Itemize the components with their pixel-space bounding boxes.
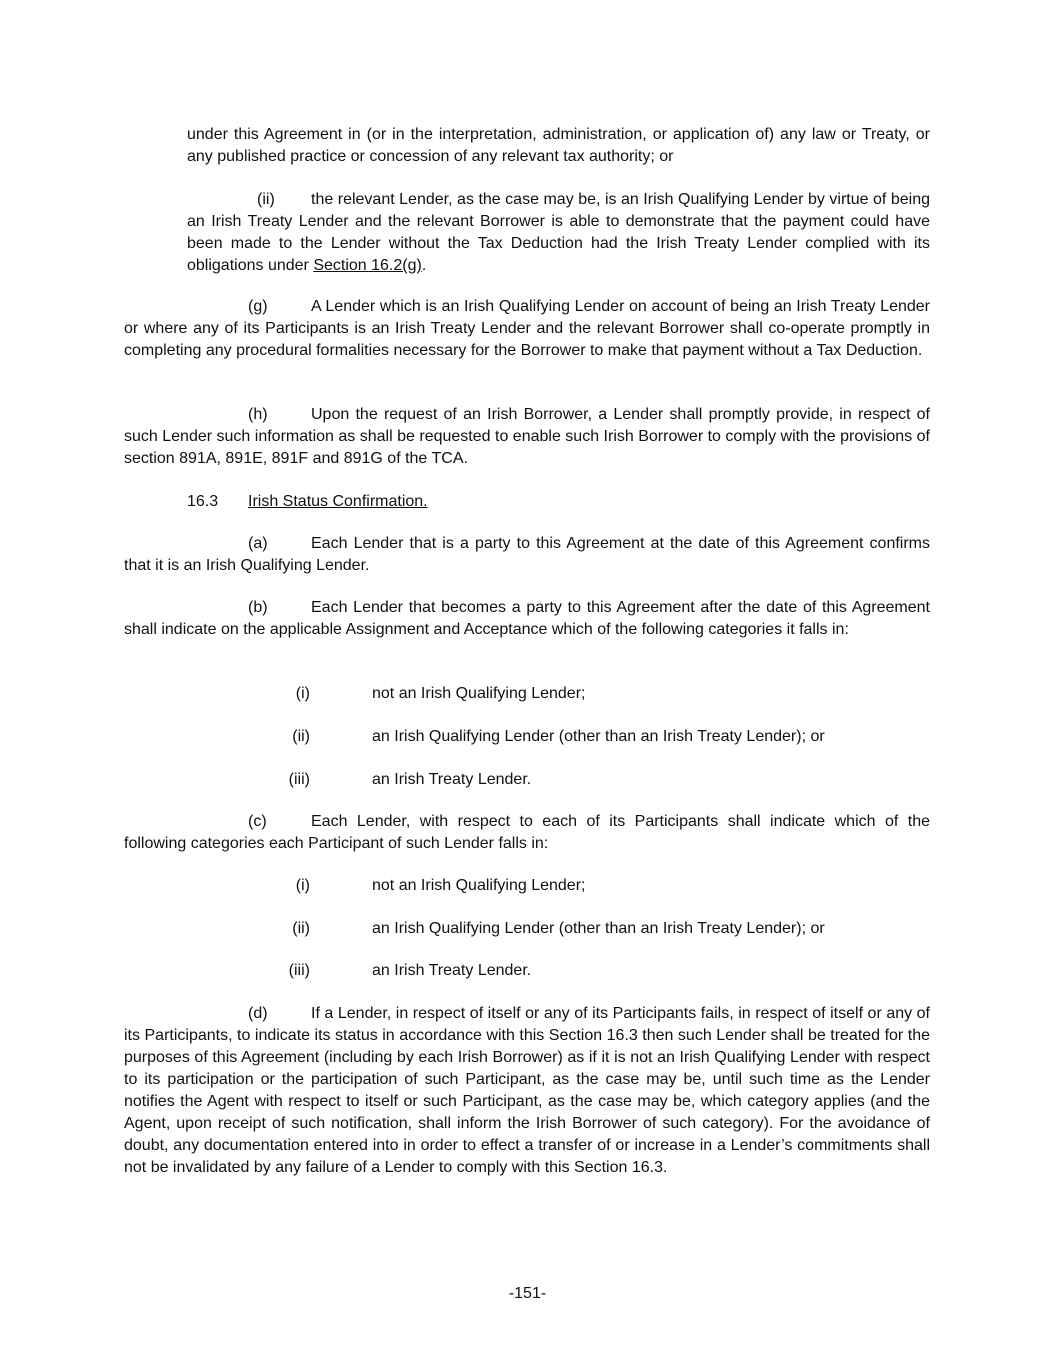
list-item-text: an Irish Treaty Lender. xyxy=(372,962,532,979)
paragraph-ii xyxy=(187,189,930,277)
list-item-number: (ii) xyxy=(292,728,310,745)
paragraph-label: (b) xyxy=(248,599,268,616)
section-heading xyxy=(187,491,428,513)
paragraph-label: (d) xyxy=(248,1005,268,1022)
section-title: Irish Status Confirmation. xyxy=(248,493,428,510)
paragraph-text: If a Lender, in respect of itself or any of its Participants fails, in respect of itself or any of its Participants, to indicate its status in accordance with this Section 16.3 then such Lender shall be treated for the purposes of this Agreement (including by each Irish Borrower) as if it is not an Irish Qualifying Lender with respect to its participation or the participation of such Participant, as the case may be, until such time as the Lender notifies the Agent with respect to itself or such Participant, as the case may be, which category applies (and the Agent, upon receipt of such notification, shall inform the Irish Borrower of such category). For the avoidance of doubt, any documentation entered into in order to effect a transfer of or increase in a Lender’s commitments shall not be invalidated by any failure of a Lender to comply with this Section 16.3. xyxy=(124,1005,930,1176)
paragraph-text: Each Lender that becomes a party to this Agreement after the date of this Agreement shall indicate on the applicable Assignment and Acceptance which of the following categories it falls in: xyxy=(124,599,930,638)
paragraph-label: (c) xyxy=(248,813,267,830)
list-item-text: not an Irish Qualifying Lender; xyxy=(372,685,586,702)
paragraph-text: A Lender which is an Irish Qualifying Lender on account of being an Irish Treaty Lender or where any of its Participants is an Irish Treaty Lender and the relevant Borrower shall co-operate promptly in completing any procedural formalities necessary for the Borrower to make that payment without a Tax Deduction. xyxy=(124,298,930,359)
paragraph-text: the relevant Lender, as the case may be, is an Irish Qualifying Lender by virtue of being an Irish Treaty Lender and the relevant Borrower is able to demonstrate that the payment could have been made to the Lender without the Tax Deduction had the Irish Treaty Lender complied with its obligations under xyxy=(187,191,930,274)
paragraph-text-end: . xyxy=(421,257,427,274)
paragraph-d xyxy=(124,1003,930,1179)
paragraph-a xyxy=(124,533,930,577)
page-number: -151- xyxy=(508,1285,547,1302)
paragraph-label: (g) xyxy=(248,298,268,315)
list-item-number: (i) xyxy=(295,685,310,702)
paragraph-h xyxy=(124,404,930,470)
list-item-text: not an Irish Qualifying Lender; xyxy=(372,877,586,894)
paragraph-continuation: under this Agreement in (or in the interpretation, administration, or application of) any law or Treaty, or any published practice or concession of any relevant tax authority; or xyxy=(187,126,930,165)
paragraph-label: (a) xyxy=(248,535,268,552)
list-item-text: an Irish Treaty Lender. xyxy=(372,771,532,788)
list-item-text: an Irish Qualifying Lender (other than an Irish Treaty Lender); or xyxy=(372,728,825,745)
list-item-number: (iii) xyxy=(288,962,310,979)
paragraph-text: Upon the request of an Irish Borrower, a Lender shall promptly provide, in respect of such Lender such information as shall be requested to enable such Irish Borrower to comply with the provisions of section 891A, 891E, 891F and 891G of the TCA. xyxy=(124,406,930,467)
section-number: 16.3 xyxy=(187,493,219,510)
list-item-text: an Irish Qualifying Lender (other than an Irish Treaty Lender); or xyxy=(372,920,825,937)
paragraph-c xyxy=(124,811,930,855)
paragraph-b xyxy=(124,597,930,641)
paragraph-g xyxy=(124,296,930,362)
paragraph-text: Each Lender, with respect to each of its Participants shall indicate which of the following categories each Participant of such Lender falls in: xyxy=(124,813,930,852)
paragraph-label: (h) xyxy=(248,406,268,423)
list-item-number: (iii) xyxy=(288,771,310,788)
paragraph-text: Each Lender that is a party to this Agreement at the date of this Agreement confirms that it is an Irish Qualifying Lender. xyxy=(124,535,930,574)
list-item-number: (ii) xyxy=(292,920,310,937)
list-item-number: (i) xyxy=(295,877,310,894)
paragraph-label: (ii) xyxy=(257,191,275,208)
section-reference-link: Section 16.2(g) xyxy=(313,257,422,274)
